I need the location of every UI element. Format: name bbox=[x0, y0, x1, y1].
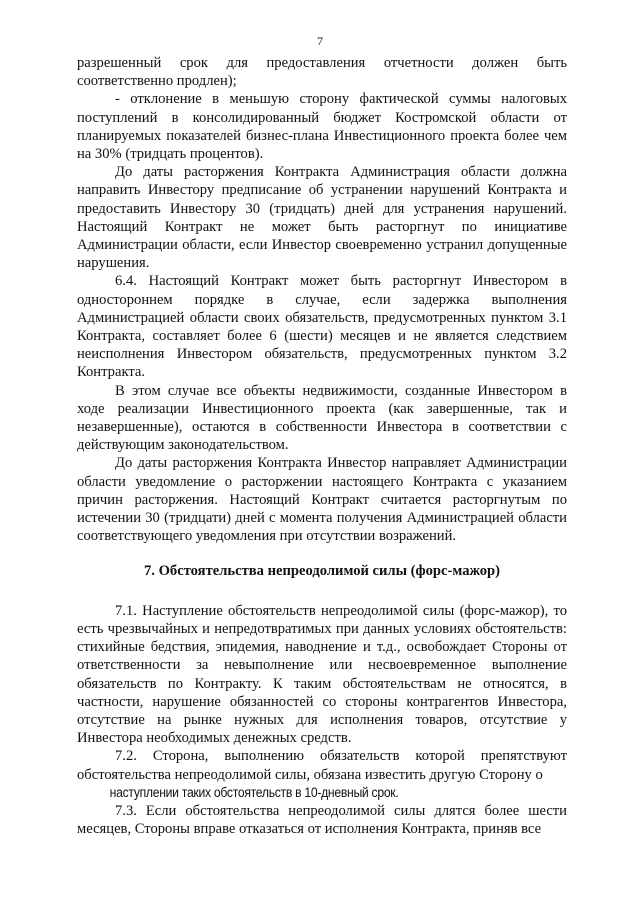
paragraph-investor-notice: До даты расторжения Контракта Инвестор направляет Администрации области уведомление о расторжении настоящего Контракта с указанием причин расторжения. Настоящий Контракт считается расторгнутым по истечении 30 (тридцати) дней с момента получения Администрацией области соответствующего уведомления при отсутствии возражений. bbox=[77, 455, 567, 545]
paragraph-7-2-text: 7.2. Сторона, выполнению обязательств которой препятствуют обстоятельства непреодолимой силы, обязана известить другую Сторону о bbox=[77, 748, 567, 783]
paragraph-7-3: 7.3. Если обстоятельства непреодолимой силы длятся более шести месяцев, Стороны вправе отказаться от исполнения Контракта, приняв все bbox=[77, 802, 567, 838]
paragraph-termination-notice: До даты расторжения Контракта Администрация области должна направить Инвестору предписание об устранении нарушений Контракта и предоставить Инвестору 30 (тридцать) дней для устранения нарушений. Настоящий Контракт не может быть расторгнут по инициативе Администрации области, если Инвестор своевременно устранил допущенные нарушения. bbox=[77, 164, 567, 272]
spacer bbox=[77, 545, 567, 562]
spacer bbox=[77, 581, 567, 602]
paragraph-7-2-inserted-line: наступлении таких обстоятельств в 10-дневный срок. bbox=[109, 784, 399, 801]
section-7-heading: 7. Обстоятельства непреодолимой силы (форс-мажор) bbox=[143, 563, 501, 580]
document-body bbox=[77, 54, 567, 838]
page-number: 7 bbox=[317, 34, 323, 48]
paragraph-7-1: 7.1. Наступление обстоятельств непреодолимой силы (форс-мажор), то есть чрезвычайных и непредотвратимых при данных условиях обстоятельств: стихийные бедствия, эпидемия, наводнение и т.д., освобождает Стороны от ответственности за невыполнение или несвоевременное выполнение обязательств по Контракту. К таким обстоятельствам не относятся, в частности, нарушение обязанностей со стороны контрагентов Инвестора, отсутствие на рынке нужных для исполнения товаров, отсутствие у Инвестора необходимых денежных средств. bbox=[77, 602, 567, 747]
paragraph-continuation: разрешенный срок для предоставления отчетности должен быть соответственно продлен); bbox=[77, 55, 567, 90]
paragraph-real-estate: В этом случае все объекты недвижимости, созданные Инвестором в ходе реализации Инвестиционного проекта (как завершенные, так и незавершенные), остаются в собственности Инвестора в соответствии с действующим законодательством. bbox=[77, 382, 567, 454]
paragraph-7-2 bbox=[77, 747, 567, 802]
paragraph-tax-deviation: - отклонение в меньшую сторону фактической суммы налоговых поступлений в консолидированный бюджет Костромской области от планируемых показателей бизнес-плана Инвестиционного проекта более чем на 30% (тридцать процентов). bbox=[77, 91, 567, 163]
paragraph-6-4: 6.4. Настоящий Контракт может быть расторгнут Инвестором в одностороннем порядке в случае, если задержка выполнения Администрацией области своих обязательств, предусмотренных пунктом 3.1 Контракта, составляет более 6 (шести) месяцев и не является следствием неисполнения Инвестором обязательств, предусмотренных пунктом 3.2 Контракта. bbox=[77, 273, 567, 381]
